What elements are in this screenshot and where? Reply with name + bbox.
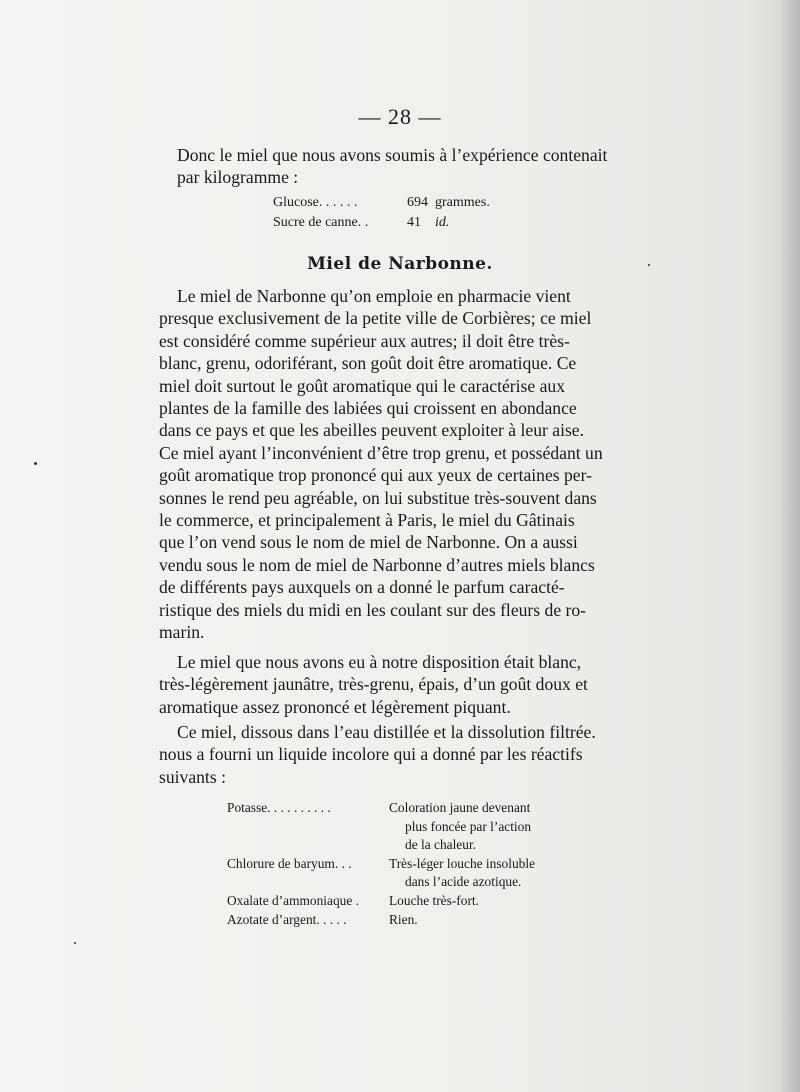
result-line: plus foncée par l’action xyxy=(405,818,532,834)
result-line: Louche très-fort. xyxy=(389,892,479,908)
result-line: de la chaleur. xyxy=(405,837,477,853)
text-line: Donc le miel que nous avons soumis à l’expérience contenait xyxy=(177,145,608,165)
text-line: suivants : xyxy=(159,766,226,787)
text-line: aromatique assez prononcé et légèrement piquant. xyxy=(159,696,511,717)
text-line: ristique des miels du midi en les coulant sur des fleurs de ro- xyxy=(159,599,587,620)
text-line: dans ce pays et que les abeilles peuvent exploiter à leur aise. xyxy=(159,420,585,441)
text-line: plantes de la famille des labiées qui croissent en abondance xyxy=(159,398,577,419)
page-number: — 28 — xyxy=(358,104,442,129)
text-line: très-légèrement jaunâtre, très-grenu, épais, d’un goût doux et xyxy=(159,674,588,695)
intro-paragraph xyxy=(159,144,622,189)
text-line: Ce miel, dissous dans l’eau distillée et la dissolution filtrée. xyxy=(177,722,596,742)
reagent-row xyxy=(227,799,589,855)
text-line: que l’on vend sous le nom de miel de Narbonne. On a aussi xyxy=(159,532,578,553)
component-unit: grammes. xyxy=(435,195,490,210)
result-line: Rien. xyxy=(389,911,418,927)
text-line: miel doit surtout le goût aromatique qui le caractérise aux xyxy=(159,375,565,396)
paragraph-narbonne xyxy=(159,285,622,644)
page-edge-shadow xyxy=(778,0,800,1092)
text-line: presque exclusivement de la petite ville de Corbières; ce miel xyxy=(159,308,592,329)
section-heading: Miel de Narbonne. xyxy=(307,254,493,274)
reagent-result xyxy=(389,911,589,930)
reagent-name: Potasse. . . . . . . . . . xyxy=(227,800,331,815)
reagent-row xyxy=(227,855,589,892)
composition-row xyxy=(273,193,490,213)
component-unit: id. xyxy=(435,215,450,230)
text-line: le commerce, et principalement à Paris, le miel du Gâtinais xyxy=(159,510,575,531)
paper-speck xyxy=(74,942,76,944)
reagent-name: Oxalate d’ammoniaque . xyxy=(227,892,359,908)
text-line: blanc, grenu, odoriférant, son goût doit être aromatique. Ce xyxy=(159,353,577,374)
text-line: Le miel que nous avons eu à notre disposition était blanc, xyxy=(177,652,582,672)
component-name: Sucre de canne. . xyxy=(273,215,369,230)
component-name: Glucose. . . . . . xyxy=(273,195,358,210)
result-line: dans l’acide azotique. xyxy=(405,874,522,890)
text-line: sonnes le rend peu agréable, on lui substitue très-souvent dans xyxy=(159,487,597,508)
result-line: Coloration jaune devenant xyxy=(389,800,531,815)
text-line: Le miel de Narbonne qu’on emploie en pharmacie vient xyxy=(177,286,571,306)
composition-table xyxy=(273,193,490,233)
reagent-row xyxy=(227,911,589,930)
text-line: goût aromatique trop prononcé qui aux yeux de certaines per- xyxy=(159,465,592,486)
reagent-name: Azotate d’argent. . . . . xyxy=(227,911,347,927)
paper-speck xyxy=(34,462,37,465)
reagent-result xyxy=(389,855,589,892)
component-value: 694 xyxy=(407,195,428,210)
reagents-table xyxy=(227,799,589,929)
text-line: de différents pays auxquels on a donné le parfum caracté- xyxy=(159,577,565,598)
composition-row xyxy=(273,213,490,233)
paragraph-description xyxy=(159,651,622,718)
text-line: est considéré comme supérieur aux autres; il doit être très- xyxy=(159,330,570,351)
text-line: Ce miel ayant l’inconvénient d’être trop grenu, et possédant un xyxy=(159,442,603,463)
paragraph-solution xyxy=(159,721,622,788)
text-line: vendu sous le nom de miel de Narbonne d’autres miels blancs xyxy=(159,554,595,575)
result-line: Très-léger louche insoluble xyxy=(389,855,536,871)
reagent-row xyxy=(227,892,589,911)
reagent-result xyxy=(389,892,589,911)
reagent-name: Chlorure de baryum. . . xyxy=(227,855,352,871)
text-line: marin. xyxy=(159,622,205,643)
text-line: par kilogramme : xyxy=(177,167,299,188)
paper-speck xyxy=(648,264,650,266)
component-value: 41 xyxy=(407,215,421,230)
text-line: nous a fourni un liquide incolore qui a donné par les réactifs xyxy=(159,744,583,765)
reagent-result xyxy=(389,799,589,855)
